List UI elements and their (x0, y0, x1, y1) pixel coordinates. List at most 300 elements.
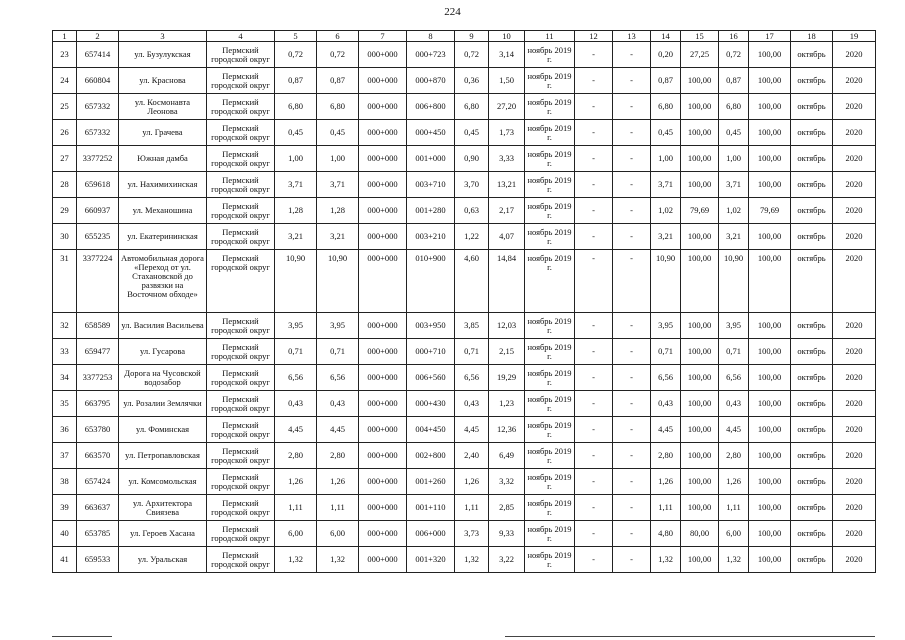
table-cell: - (613, 94, 651, 120)
table-cell: Пермский городской округ (207, 224, 275, 250)
table-cell: Пермский городской округ (207, 120, 275, 146)
table-row (53, 94, 876, 120)
table-cell: 6,80 (275, 94, 317, 120)
table-cell: 3,21 (719, 224, 749, 250)
table-cell: 660937 (77, 198, 119, 224)
table-cell: Пермский городской округ (207, 469, 275, 495)
table-cell: 660804 (77, 68, 119, 94)
table-cell: 3,71 (275, 172, 317, 198)
table-cell: октябрь (791, 42, 833, 68)
table-cell: 0,87 (719, 68, 749, 94)
table-cell: 000+000 (359, 172, 407, 198)
table-cell: 1,32 (317, 547, 359, 573)
table-cell: 3,22 (489, 547, 525, 573)
table-cell: 1,50 (489, 68, 525, 94)
table-cell: 100,00 (681, 417, 719, 443)
table-cell: 4,45 (455, 417, 489, 443)
table-cell: - (613, 198, 651, 224)
table-row (53, 391, 876, 417)
table-cell: 4,45 (719, 417, 749, 443)
table-cell: - (575, 224, 613, 250)
table-cell: 000+430 (407, 391, 455, 417)
table-cell: 0,87 (317, 68, 359, 94)
table-cell: 0,87 (651, 68, 681, 94)
table-cell: ул. Гусарова (119, 339, 207, 365)
table-cell: - (613, 339, 651, 365)
table-cell: 4,60 (455, 250, 489, 313)
table-cell: 0,45 (719, 120, 749, 146)
table-cell: 100,00 (681, 120, 719, 146)
table-cell: 0,72 (317, 42, 359, 68)
table-cell: 2,17 (489, 198, 525, 224)
table-cell: 2,15 (489, 339, 525, 365)
table-cell: 3,95 (275, 313, 317, 339)
table-cell: 2020 (833, 521, 876, 547)
table-cell: 0,71 (455, 339, 489, 365)
table-cell: ноябрь 2019 г. (525, 521, 575, 547)
table-cell: 000+000 (359, 365, 407, 391)
table-cell: октябрь (791, 250, 833, 313)
table-cell: ноябрь 2019 г. (525, 198, 575, 224)
table-cell: 39 (53, 495, 77, 521)
table-cell: 000+723 (407, 42, 455, 68)
table-cell: октябрь (791, 469, 833, 495)
table-cell: 9,33 (489, 521, 525, 547)
table-cell: 657414 (77, 42, 119, 68)
table-cell: 1,00 (275, 146, 317, 172)
table-row (53, 224, 876, 250)
table-cell: 0,71 (275, 339, 317, 365)
table-row (53, 313, 876, 339)
table-cell: 2020 (833, 495, 876, 521)
table-cell: 13,21 (489, 172, 525, 198)
column-header: 10 (489, 31, 525, 42)
table-cell: - (575, 146, 613, 172)
table-cell: - (575, 42, 613, 68)
table-cell: 100,00 (681, 172, 719, 198)
table-cell: 6,56 (275, 365, 317, 391)
table-cell: 000+870 (407, 68, 455, 94)
table-cell: - (613, 172, 651, 198)
table-cell: 27,20 (489, 94, 525, 120)
table-cell: ноябрь 2019 г. (525, 495, 575, 521)
table-cell: 2020 (833, 391, 876, 417)
table-cell: 2020 (833, 120, 876, 146)
table-cell: ул. Бузулукская (119, 42, 207, 68)
table-cell: 3377224 (77, 250, 119, 313)
table-cell: 003+710 (407, 172, 455, 198)
table-cell: 2,80 (275, 443, 317, 469)
table-cell: 000+000 (359, 417, 407, 443)
table-cell: 4,45 (275, 417, 317, 443)
table-cell: 3,95 (317, 313, 359, 339)
table-cell: 2020 (833, 146, 876, 172)
table-cell: Пермский городской округ (207, 250, 275, 313)
table-cell: 100,00 (749, 365, 791, 391)
table-cell: 001+320 (407, 547, 455, 573)
table-cell: 001+280 (407, 198, 455, 224)
table-cell: 41 (53, 547, 77, 573)
table-cell: 655235 (77, 224, 119, 250)
table-cell: ул. Героев Хасана (119, 521, 207, 547)
column-header: 8 (407, 31, 455, 42)
table-cell: 100,00 (749, 495, 791, 521)
table-cell: ноябрь 2019 г. (525, 313, 575, 339)
table-cell: 1,26 (651, 469, 681, 495)
table-cell: 001+110 (407, 495, 455, 521)
table-cell: 100,00 (749, 443, 791, 469)
table-cell: 100,00 (749, 313, 791, 339)
table-cell: 1,11 (275, 495, 317, 521)
table-cell: - (575, 339, 613, 365)
table-cell: 2020 (833, 224, 876, 250)
table-cell: Пермский городской округ (207, 443, 275, 469)
table-cell: - (613, 224, 651, 250)
table-cell: октябрь (791, 313, 833, 339)
table-cell: 001+260 (407, 469, 455, 495)
table-cell: 28 (53, 172, 77, 198)
table-cell: ноябрь 2019 г. (525, 146, 575, 172)
table-cell: ноябрь 2019 г. (525, 417, 575, 443)
table-cell: 6,00 (719, 521, 749, 547)
table-cell: 100,00 (749, 250, 791, 313)
table-cell: 100,00 (749, 94, 791, 120)
table-cell: 100,00 (749, 521, 791, 547)
table-cell: 000+000 (359, 68, 407, 94)
table-cell: 38 (53, 469, 77, 495)
table-cell: - (575, 547, 613, 573)
table-cell: - (613, 42, 651, 68)
table-cell: 1,23 (489, 391, 525, 417)
table-cell: октябрь (791, 417, 833, 443)
table-cell: - (613, 120, 651, 146)
table-cell: 0,43 (317, 391, 359, 417)
table-cell: 1,11 (455, 495, 489, 521)
table-cell: 31 (53, 250, 77, 313)
table-cell: 2020 (833, 172, 876, 198)
table-cell: 0,45 (317, 120, 359, 146)
table-cell: 657332 (77, 94, 119, 120)
table-cell: 657424 (77, 469, 119, 495)
table-cell: 100,00 (749, 68, 791, 94)
table-cell: 0,71 (719, 339, 749, 365)
table-cell: 10,90 (317, 250, 359, 313)
table-cell: 1,28 (317, 198, 359, 224)
table-cell: 2020 (833, 94, 876, 120)
table-cell: - (575, 365, 613, 391)
table-cell: 3,21 (651, 224, 681, 250)
table-cell: 000+000 (359, 94, 407, 120)
table-cell: 10,90 (275, 250, 317, 313)
table-cell: 100,00 (681, 469, 719, 495)
table-cell: 24 (53, 68, 77, 94)
table-cell: 1,26 (317, 469, 359, 495)
table-cell: 100,00 (681, 391, 719, 417)
table-cell: 6,56 (719, 365, 749, 391)
table-cell: 2,80 (651, 443, 681, 469)
table-cell: 25 (53, 94, 77, 120)
table-row (53, 521, 876, 547)
table-cell: - (613, 391, 651, 417)
table-cell: ноябрь 2019 г. (525, 443, 575, 469)
table-cell: 100,00 (681, 224, 719, 250)
column-header: 15 (681, 31, 719, 42)
table-cell: 100,00 (681, 365, 719, 391)
table-row (53, 339, 876, 365)
table-cell: 006+560 (407, 365, 455, 391)
table-cell: Пермский городской округ (207, 94, 275, 120)
table-cell: - (575, 495, 613, 521)
table-cell: ноябрь 2019 г. (525, 42, 575, 68)
table-cell: 12,36 (489, 417, 525, 443)
table-cell: 1,32 (455, 547, 489, 573)
table-cell: 79,69 (749, 198, 791, 224)
table-cell: - (575, 469, 613, 495)
table-cell: Пермский городской округ (207, 521, 275, 547)
table-cell: 1,00 (651, 146, 681, 172)
table-row (53, 495, 876, 521)
table-cell: ул. Архитектора Свиязева (119, 495, 207, 521)
table-cell: 000+450 (407, 120, 455, 146)
table-cell: 100,00 (749, 417, 791, 443)
table-cell: 0,45 (275, 120, 317, 146)
table-cell: октябрь (791, 495, 833, 521)
table-body (53, 42, 876, 573)
table-cell: 3377253 (77, 365, 119, 391)
table-cell: Дорога на Чусовской водозабор (119, 365, 207, 391)
table-cell: - (575, 313, 613, 339)
table-cell: 000+000 (359, 250, 407, 313)
table-cell: ноябрь 2019 г. (525, 250, 575, 313)
table-cell: - (575, 521, 613, 547)
column-header: 11 (525, 31, 575, 42)
table-cell: 35 (53, 391, 77, 417)
table-cell: 19,29 (489, 365, 525, 391)
table-cell: 1,02 (651, 198, 681, 224)
table-cell: 653780 (77, 417, 119, 443)
column-header: 6 (317, 31, 359, 42)
column-header: 5 (275, 31, 317, 42)
table-cell: 4,45 (651, 417, 681, 443)
table-cell: 3,14 (489, 42, 525, 68)
table-cell: 4,80 (651, 521, 681, 547)
table-row (53, 68, 876, 94)
table-cell: октябрь (791, 547, 833, 573)
table-cell: октябрь (791, 339, 833, 365)
column-header: 18 (791, 31, 833, 42)
table-cell: 1,26 (275, 469, 317, 495)
table-cell: 663637 (77, 495, 119, 521)
column-header: 19 (833, 31, 876, 42)
table-cell: 1,00 (317, 146, 359, 172)
table-cell: 0,45 (651, 120, 681, 146)
table-cell: октябрь (791, 443, 833, 469)
table-cell: 0,72 (275, 42, 317, 68)
table-cell: 006+000 (407, 521, 455, 547)
table-cell: октябрь (791, 224, 833, 250)
table-cell: 2020 (833, 250, 876, 313)
table-cell: 659618 (77, 172, 119, 198)
table-cell: октябрь (791, 172, 833, 198)
table-cell: 3,21 (317, 224, 359, 250)
table-cell: 000+710 (407, 339, 455, 365)
table-cell: 100,00 (681, 94, 719, 120)
table-header (53, 31, 876, 42)
table-cell: 80,00 (681, 521, 719, 547)
column-header: 2 (77, 31, 119, 42)
table-cell: 003+210 (407, 224, 455, 250)
column-header: 4 (207, 31, 275, 42)
table-row (53, 198, 876, 224)
table-row (53, 469, 876, 495)
table-cell: - (613, 495, 651, 521)
table-cell: 27,25 (681, 42, 719, 68)
table-cell: ноябрь 2019 г. (525, 391, 575, 417)
table-cell: - (613, 547, 651, 573)
table-cell: - (613, 417, 651, 443)
table-cell: ноябрь 2019 г. (525, 339, 575, 365)
table-row (53, 417, 876, 443)
table-cell: 0,90 (455, 146, 489, 172)
table-cell: 1,73 (489, 120, 525, 146)
table-cell: 663795 (77, 391, 119, 417)
table-cell: 33 (53, 339, 77, 365)
table-cell: 100,00 (749, 224, 791, 250)
table-cell: ул. Василия Васильева (119, 313, 207, 339)
column-header: 13 (613, 31, 651, 42)
table-cell: 004+450 (407, 417, 455, 443)
table-cell: октябрь (791, 365, 833, 391)
table-row (53, 443, 876, 469)
table-cell: 100,00 (681, 443, 719, 469)
table-cell: 34 (53, 365, 77, 391)
table-cell: Пермский городской округ (207, 391, 275, 417)
table-cell: 2020 (833, 547, 876, 573)
table-cell: 000+000 (359, 391, 407, 417)
table-cell: 40 (53, 521, 77, 547)
table-cell: 27 (53, 146, 77, 172)
table-cell: 002+800 (407, 443, 455, 469)
table-row (53, 547, 876, 573)
table-cell: ул. Нахимихинская (119, 172, 207, 198)
table-cell: 1,22 (455, 224, 489, 250)
table-cell: 100,00 (749, 339, 791, 365)
table-cell: - (575, 391, 613, 417)
table-cell: 2020 (833, 365, 876, 391)
table-cell: 3,70 (455, 172, 489, 198)
table-cell: октябрь (791, 68, 833, 94)
table-cell: ул. Краснова (119, 68, 207, 94)
table-cell: 000+000 (359, 339, 407, 365)
table-cell: 000+000 (359, 547, 407, 573)
table-cell: 100,00 (681, 68, 719, 94)
table-cell: 1,00 (719, 146, 749, 172)
table-cell: 6,56 (317, 365, 359, 391)
table-cell: - (613, 469, 651, 495)
footer-rule-left (52, 636, 112, 637)
table-cell: ноябрь 2019 г. (525, 68, 575, 94)
table-cell: 000+000 (359, 443, 407, 469)
table-cell: Пермский городской округ (207, 495, 275, 521)
table-cell: 2020 (833, 68, 876, 94)
column-header: 1 (53, 31, 77, 42)
table-cell: 100,00 (681, 495, 719, 521)
table-cell: 3377252 (77, 146, 119, 172)
table-cell: 30 (53, 224, 77, 250)
table-cell: октябрь (791, 521, 833, 547)
table-cell: 23 (53, 42, 77, 68)
table-cell: - (613, 443, 651, 469)
table-cell: 3,71 (317, 172, 359, 198)
table-cell: 000+000 (359, 146, 407, 172)
table-cell: ноябрь 2019 г. (525, 224, 575, 250)
table-cell: 0,20 (651, 42, 681, 68)
table-cell: Пермский городской округ (207, 417, 275, 443)
page-number: 224 (444, 6, 461, 18)
table-cell: октябрь (791, 94, 833, 120)
table-cell: 000+000 (359, 495, 407, 521)
table-cell: - (575, 250, 613, 313)
table-cell: 100,00 (681, 547, 719, 573)
table-row (53, 250, 876, 313)
table-cell: 1,32 (719, 547, 749, 573)
table-cell: 100,00 (681, 339, 719, 365)
table-cell: 0,45 (455, 120, 489, 146)
table-cell: 000+000 (359, 42, 407, 68)
table-cell: - (575, 417, 613, 443)
table-cell: 3,32 (489, 469, 525, 495)
table-cell: 1,11 (651, 495, 681, 521)
table-cell: - (575, 68, 613, 94)
table-cell: ул. Грачева (119, 120, 207, 146)
table-cell: 0,71 (651, 339, 681, 365)
table-cell: - (613, 250, 651, 313)
table-cell: ул. Космонавта Леонова (119, 94, 207, 120)
table-cell: - (575, 443, 613, 469)
table-cell: 2020 (833, 469, 876, 495)
table-cell: ул. Розалии Землячки (119, 391, 207, 417)
table-cell: 100,00 (749, 469, 791, 495)
column-header: 12 (575, 31, 613, 42)
table-cell: 0,43 (275, 391, 317, 417)
table-row (53, 365, 876, 391)
table-cell: 10,90 (719, 250, 749, 313)
table-cell: 0,43 (455, 391, 489, 417)
table-cell: 2,80 (317, 443, 359, 469)
table-cell: - (613, 365, 651, 391)
table-cell: 12,03 (489, 313, 525, 339)
table-cell: 000+000 (359, 198, 407, 224)
table-cell: 000+000 (359, 521, 407, 547)
table-cell: 6,00 (317, 521, 359, 547)
table-cell: 14,84 (489, 250, 525, 313)
table-cell: 6,80 (317, 94, 359, 120)
table-cell: 010+900 (407, 250, 455, 313)
table-cell: 36 (53, 417, 77, 443)
table-cell: 000+000 (359, 313, 407, 339)
table-cell: октябрь (791, 391, 833, 417)
table-cell: Пермский городской округ (207, 547, 275, 573)
table-cell: 2020 (833, 313, 876, 339)
table-cell: ноябрь 2019 г. (525, 547, 575, 573)
table-cell: 663570 (77, 443, 119, 469)
table-cell: 1,32 (651, 547, 681, 573)
table-cell: 6,56 (455, 365, 489, 391)
table-cell: 100,00 (749, 172, 791, 198)
table-cell: 1,26 (719, 469, 749, 495)
table-cell: ул. Уральская (119, 547, 207, 573)
table-cell: 0,72 (455, 42, 489, 68)
